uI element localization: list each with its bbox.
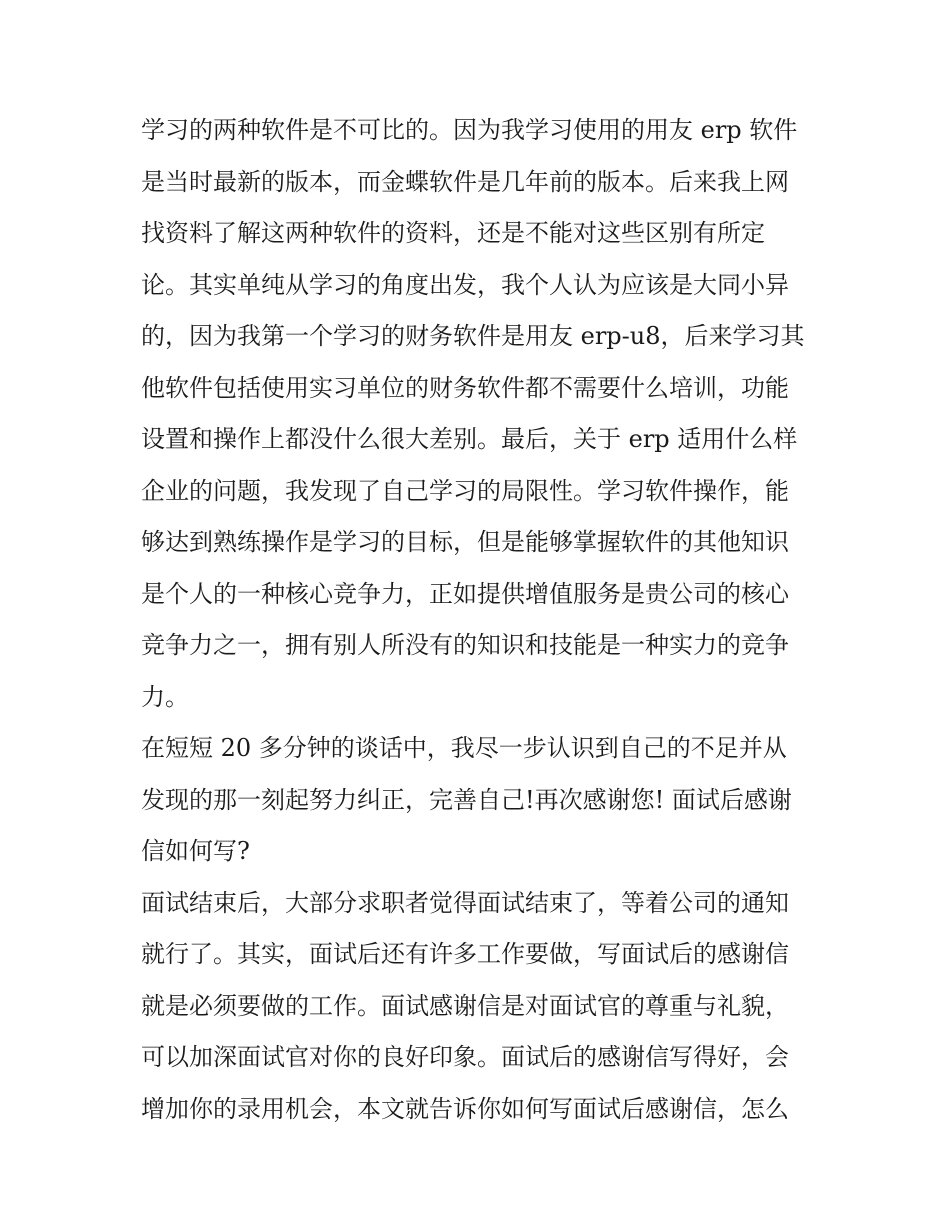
text-line: 论。其实单纯从学习的角度出发，我个人认为应该是大同小异 xyxy=(141,270,789,299)
text-line: 信如何写? xyxy=(141,837,250,865)
text-line: 的，因为我第一个学习的财务软件是用友 erp-u8，后来学习其 xyxy=(141,322,805,350)
text-line: 是个人的一种核心竞争力，正如提供增值服务是贵公司的核心 xyxy=(141,579,789,608)
text-line: 就是必须要做的工作。面试感谢信是对面试官的尊重与礼貌， xyxy=(141,991,789,1020)
body-text xyxy=(141,105,821,1135)
text-line: 就行了。其实，面试后还有许多工作要做，写面试后的感谢信 xyxy=(141,940,789,968)
text-line: 学习的两种软件是不可比的。因为我学习使用的用友 erp 软件 xyxy=(141,116,798,144)
text-line: 企业的问题，我发现了自己学习的局限性。学习软件操作，能 xyxy=(141,476,789,505)
text-line: 可以加深面试官对你的良好印象。面试后的感谢信写得好，会 xyxy=(141,1043,789,1071)
text-line: 力。 xyxy=(141,682,189,711)
text-line: 面试结束后，大部分求职者觉得面试结束了，等着公司的通知 xyxy=(141,888,789,917)
text-line: 竞争力之一，拥有别人所没有的知识和技能是一种实力的竞争 xyxy=(141,631,789,659)
text-line: 发现的那一刻起努力纠正，完善自己!再次感谢您! 面试后感谢 xyxy=(141,785,792,814)
text-line: 在短短 20 多分钟的谈话中，我尽一步认识到自己的不足并从 xyxy=(141,734,787,762)
text-line: 增加你的录用机会，本文就告诉你如何写面试后感谢信，怎么 xyxy=(141,1094,789,1123)
text-line: 是当时最新的版本，而金蝶软件是几年前的版本。后来我上网 xyxy=(141,167,789,196)
text-line: 够达到熟练操作是学习的目标，但是能够掌握软件的其他知识 xyxy=(141,528,789,556)
text-line: 找资料了解这两种软件的资料，还是不能对这些区别有所定 xyxy=(141,219,765,247)
text-line: 他软件包括使用实习单位的财务软件都不需要什么培训，功能 xyxy=(141,373,789,402)
text-line: 设置和操作上都没什么很大差别。最后，关于 erp 适用什么样 xyxy=(141,425,798,453)
